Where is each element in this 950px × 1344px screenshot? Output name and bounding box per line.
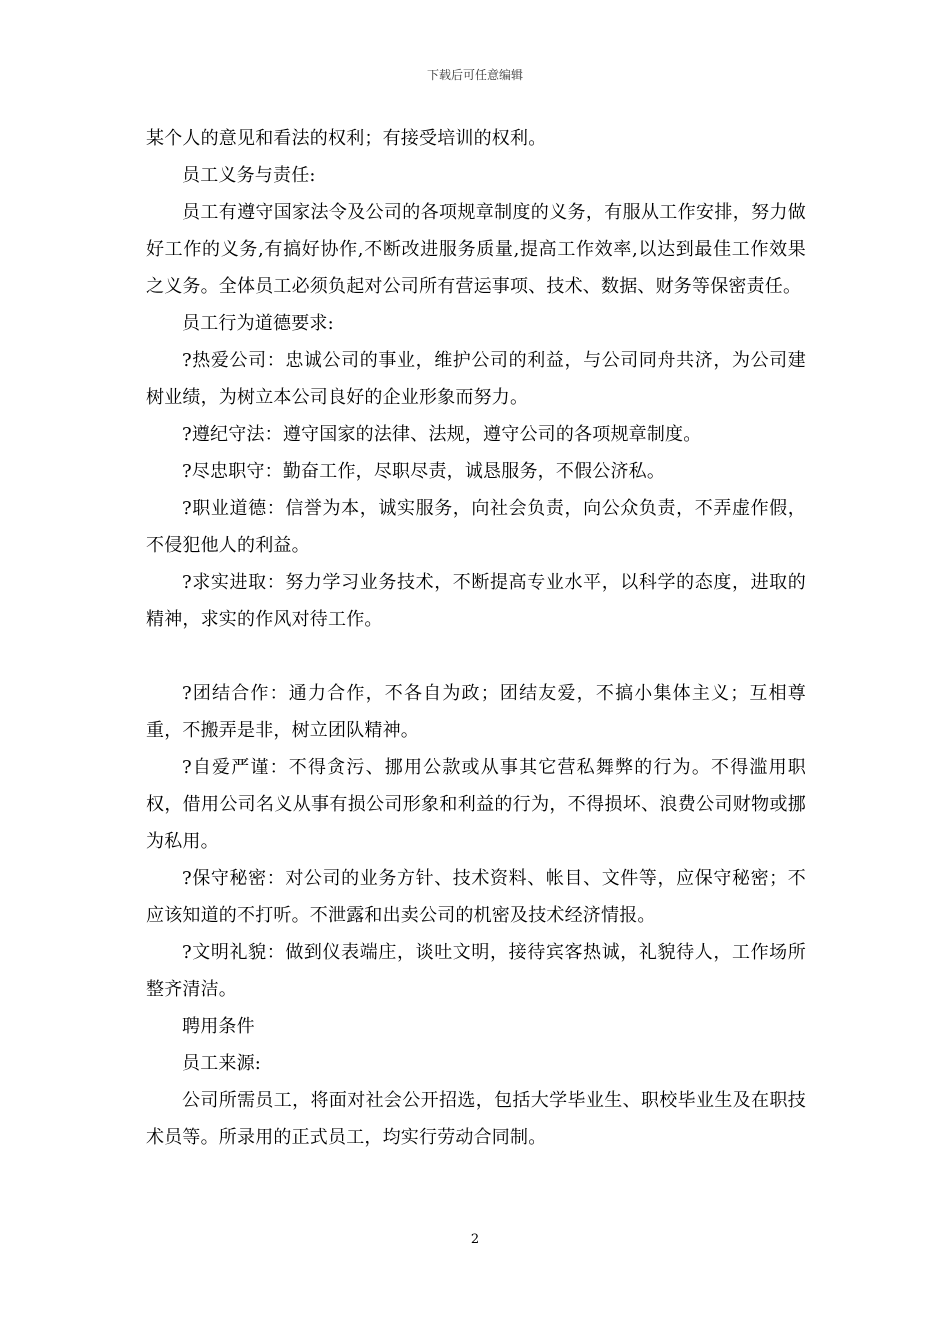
item-teamwork: ?团结合作：通力合作，不各自为政；团结友爱，不搞小集体主义；互相尊重，不搬弄是非，树立团队精神。 [146, 683, 806, 741]
blank-line [146, 638, 806, 675]
heading-employment-conditions: 聘用条件 [182, 1016, 255, 1037]
page-number: 2 [470, 1232, 480, 1247]
item-diligence: ?尽忠职守：勤奋工作，尽职尽责，诚恳服务，不假公济私。 [182, 461, 666, 482]
page-header: 下载后可任意编辑 [426, 68, 523, 82]
item-ethics: ?职业道德：信誉为本，诚实服务，向社会负责，向公众负责，不弄虚作假，不侵犯他人的利益。 [146, 498, 806, 556]
paragraph-staff-source: 公司所需员工，将面对社会公开招选，包括大学毕业生、职校毕业生及在职技术员等。所录用的正式员工，均实行劳动合同制。 [146, 1090, 806, 1148]
heading-duties: 员工义务与责任: [182, 165, 316, 186]
paragraph-rights-end: 某个人的意见和看法的权利；有接受培训的权利。 [146, 128, 547, 149]
item-obey-law: ?遵纪守法：遵守国家的法律、法规，遵守公司的各项规章制度。 [182, 424, 702, 445]
item-love-company: ?热爱公司：忠诚公司的事业，维护公司的利益，与公司同舟共济，为公司建树业绩，为树立本公司良好的企业形象而努力。 [146, 350, 806, 408]
heading-staff-source: 员工来源: [182, 1053, 262, 1074]
item-confidentiality: ?保守秘密：对公司的业务方针、技术资料、帐目、文件等，应保守秘密；不应该知道的不打听。不泄露和出卖公司的机密及技术经济情报。 [146, 868, 806, 926]
document-body [146, 120, 806, 1156]
item-progress: ?求实进取：努力学习业务技术，不断提高专业水平，以科学的态度，进取的精神，求实的作风对待工作。 [146, 572, 806, 630]
item-integrity: ?自爱严谨：不得贪污、挪用公款或从事其它营私舞弊的行为。不得滥用职权，借用公司名义从事有损公司形象和利益的行为，不得损坏、浪费公司财物或挪为私用。 [146, 757, 806, 852]
item-courtesy: ?文明礼貌：做到仪表端庄，谈吐文明，接待宾客热诚，礼貌待人，工作场所整齐清洁。 [146, 942, 806, 1000]
paragraph-duties: 员工有遵守国家法令及公司的各项规章制度的义务，有服从工作安排，努力做好工作的义务,有搞好协作,不断改进服务质量,提高工作效率,以达到最佳工作效果之义务。全体员工必须负起对公司所有营运事项、技术、数据、财务等保密责任。 [146, 202, 806, 297]
heading-conduct: 员工行为道德要求: [182, 313, 334, 334]
